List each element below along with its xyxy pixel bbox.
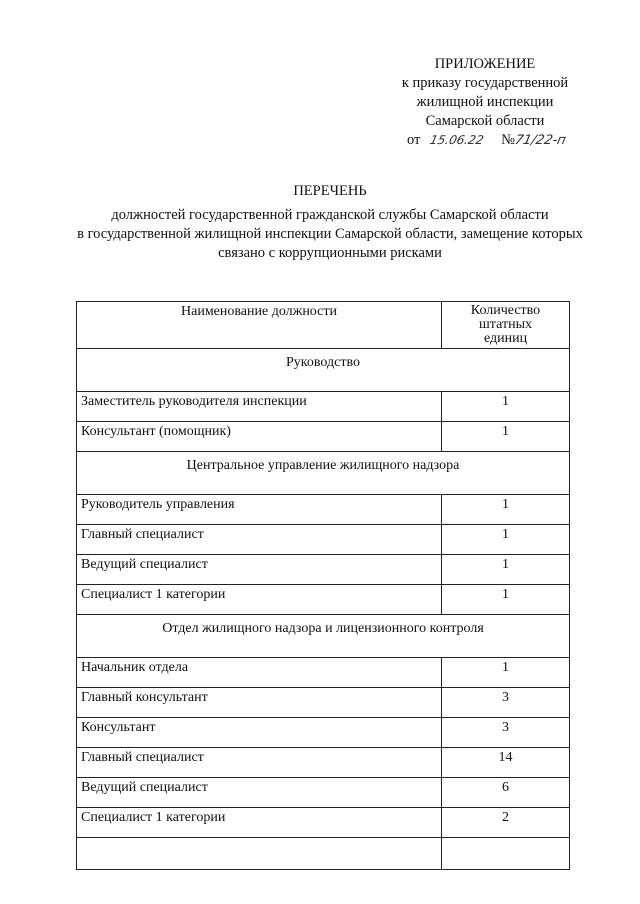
position-name: Ведущий специалист [77, 555, 442, 585]
section-row [77, 452, 570, 495]
position-name: Ведущий специалист [77, 778, 442, 808]
document-heading: ПЕРЕЧЕНЬ [293, 183, 367, 199]
position-name: Главный специалист [77, 748, 442, 778]
table-row [77, 748, 570, 778]
position-name: Главный консультант [77, 688, 442, 718]
staff-count: 3 [442, 718, 570, 748]
annex-line-1: к приказу государственной [401, 75, 569, 91]
staff-count: 1 [442, 392, 570, 422]
document-title-block [40, 182, 620, 263]
staff-count: 1 [442, 555, 570, 585]
header-staff-count-line-2: штатных [479, 317, 532, 332]
table-row [77, 585, 570, 615]
table-row [77, 778, 570, 808]
position-name: Консультант [77, 718, 442, 748]
header-staff-count-line-1: Количество [470, 303, 541, 318]
date-prefix: от [407, 132, 421, 148]
annex-line-2: жилищной инспекции [416, 94, 554, 110]
staff-count-empty [442, 838, 570, 870]
annex-line-3: Самарской области [425, 113, 545, 129]
table-row [77, 555, 570, 585]
order-number: 71/22-п [513, 133, 568, 148]
table-row [77, 718, 570, 748]
table-header-row [77, 302, 570, 349]
staff-count: 1 [442, 422, 570, 452]
table-row [77, 422, 570, 452]
number-prefix: № [501, 132, 515, 148]
staff-count: 6 [442, 778, 570, 808]
section-title: Руководство [77, 349, 570, 392]
position-name: Специалист 1 категории [77, 808, 442, 838]
table-row [77, 495, 570, 525]
document-subtitle-line-2: в государственной жилищной инспекции Самарской области, замещение которых [77, 226, 583, 242]
document-subtitle-line-1: должностей государственной гражданской службы Самарской области [111, 207, 549, 223]
position-name: Заместитель руководителя инспекции [77, 392, 442, 422]
order-date-number [385, 131, 585, 150]
position-name: Главный специалист [77, 525, 442, 555]
annex-block [385, 55, 585, 150]
staff-count: 1 [442, 585, 570, 615]
annex-title: ПРИЛОЖЕНИЕ [434, 56, 536, 72]
header-staff-count-line-3: единиц [483, 331, 528, 346]
table-row [77, 688, 570, 718]
table-row-empty [77, 838, 570, 870]
header-position-name: Наименование должности [77, 302, 442, 349]
document-subtitle-line-3: связано с коррупционными рисками [218, 245, 442, 261]
table-row [77, 525, 570, 555]
position-name: Начальник отдела [77, 658, 442, 688]
staff-count: 2 [442, 808, 570, 838]
position-name: Руководитель управления [77, 495, 442, 525]
position-name-empty [77, 838, 442, 870]
header-staff-count [442, 302, 570, 349]
staff-count: 1 [442, 658, 570, 688]
table-row [77, 808, 570, 838]
table-row [77, 658, 570, 688]
staff-count: 1 [442, 495, 570, 525]
position-name: Консультант (помощник) [77, 422, 442, 452]
section-title: Центральное управление жилищного надзора [77, 452, 570, 495]
staff-count: 14 [442, 748, 570, 778]
section-title: Отдел жилищного надзора и лицензионного контроля [77, 615, 570, 658]
section-row [77, 615, 570, 658]
position-name: Специалист 1 категории [77, 585, 442, 615]
table-row [77, 392, 570, 422]
positions-table [76, 301, 570, 870]
section-row [77, 349, 570, 392]
handwritten-date: 15.06.22 [428, 133, 486, 147]
staff-count: 1 [442, 525, 570, 555]
staff-count: 3 [442, 688, 570, 718]
